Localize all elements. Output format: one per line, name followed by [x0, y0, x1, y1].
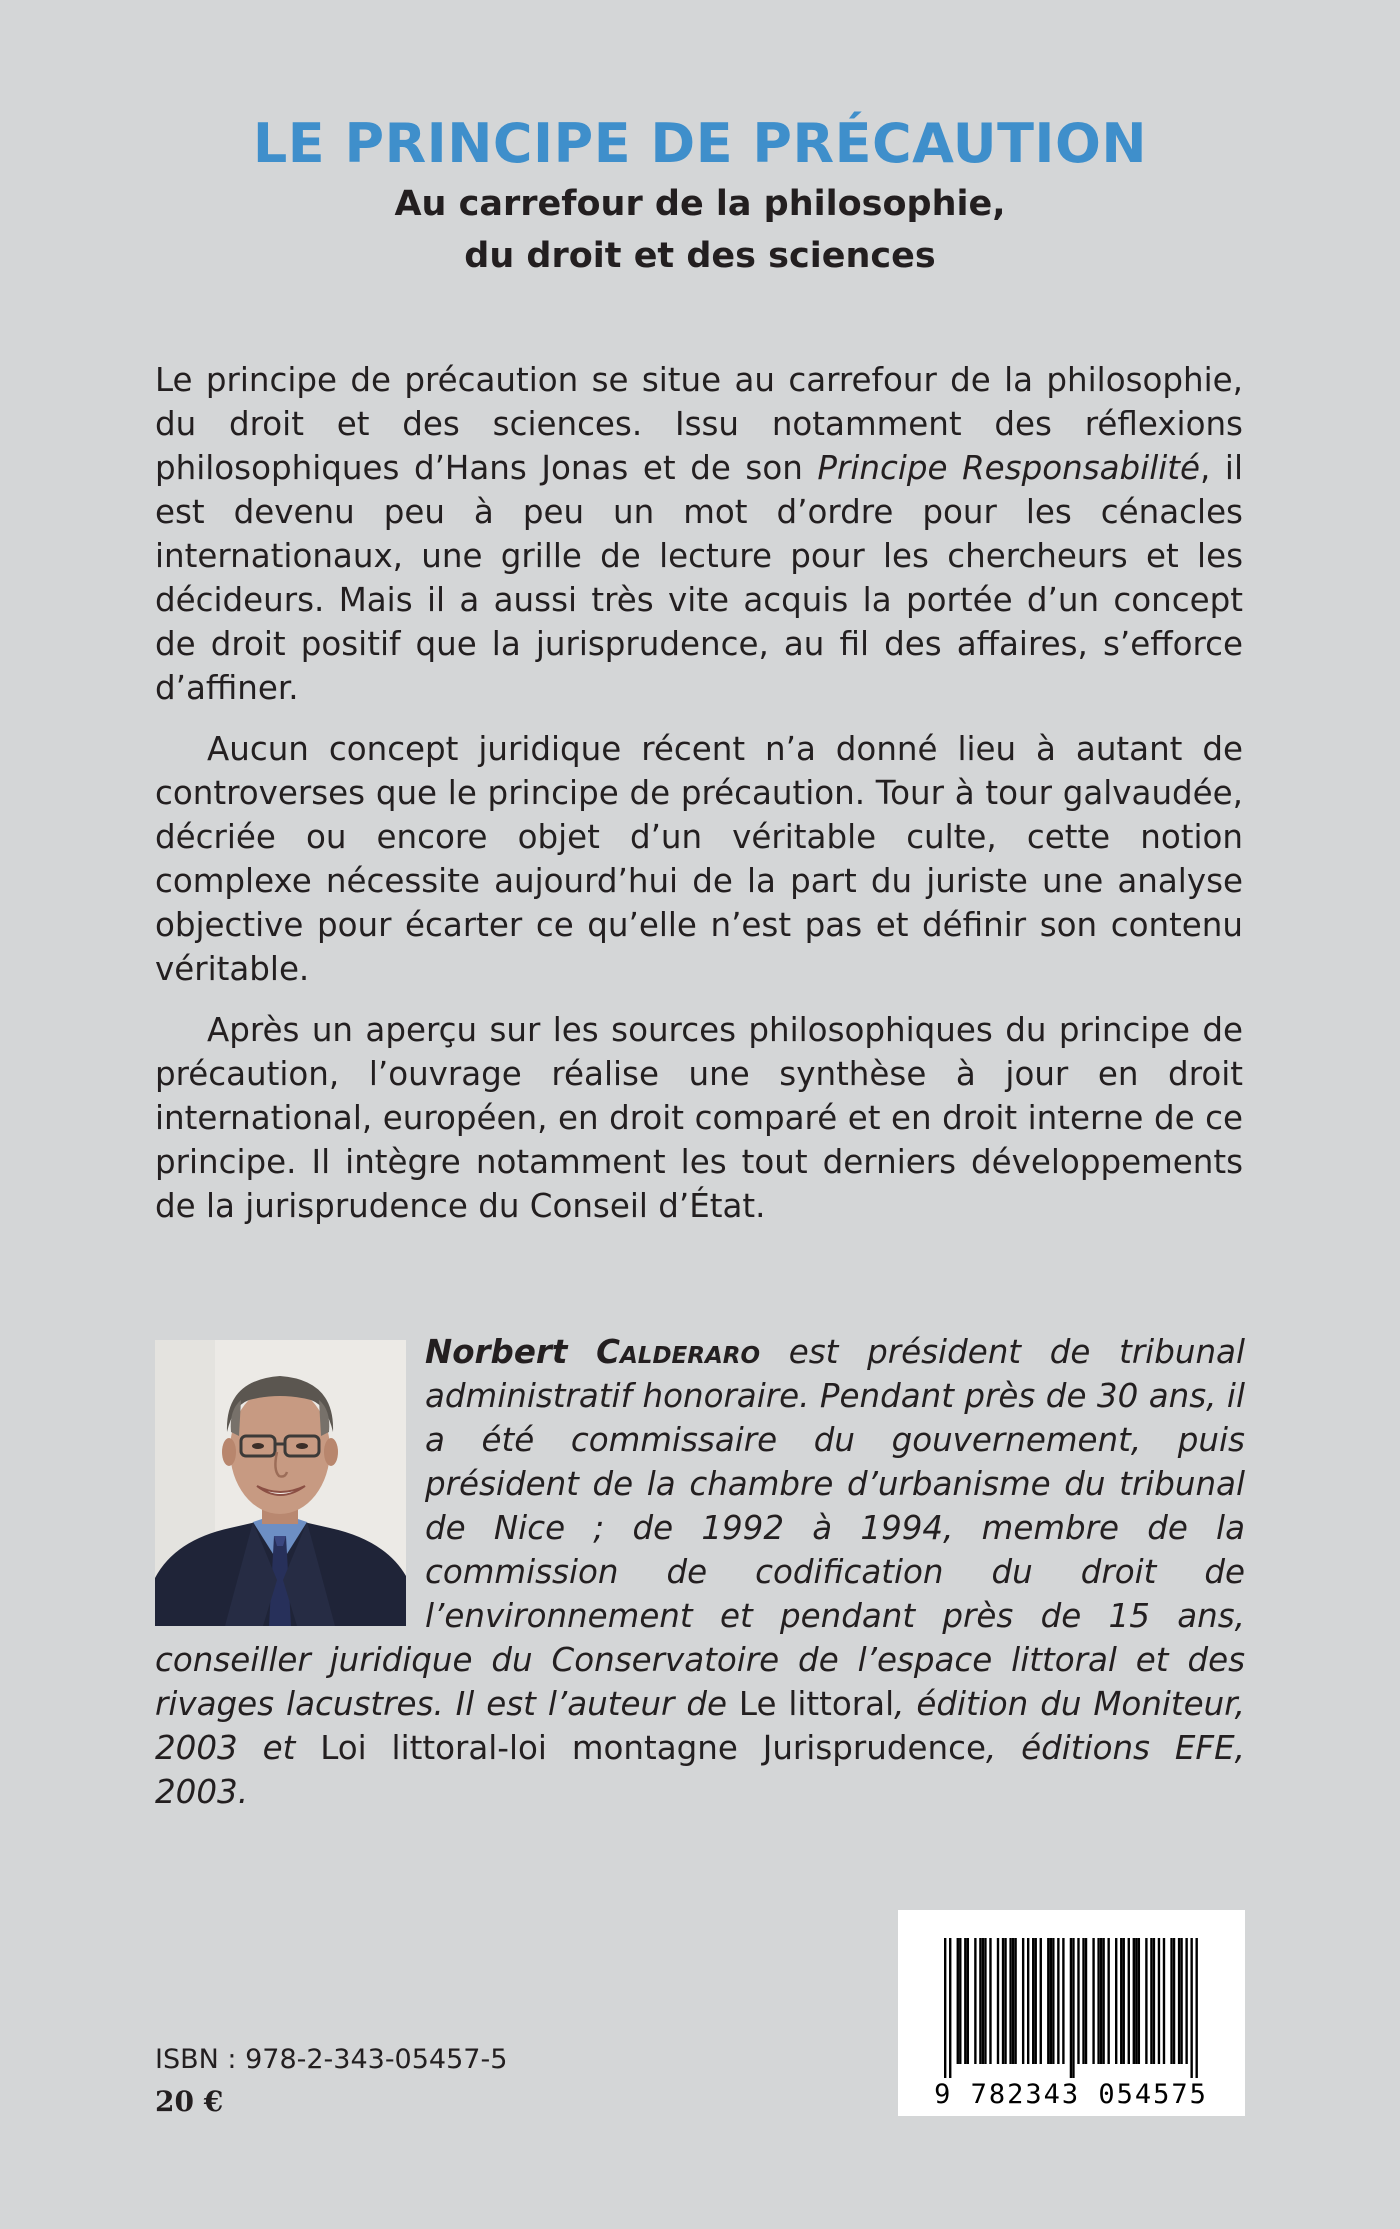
barcode-bar: [1027, 1938, 1029, 2064]
description-p1-text-a: Le principe de précaution se situe au carrefour de la philosophie, du droit et des sciences. Issu notamment des réflexions philosophiques d’Hans Jonas et de son: [155, 361, 1243, 487]
barcode-bar: [1145, 1938, 1147, 2064]
book-description: [155, 358, 1243, 1245]
barcode-bar: [1185, 1938, 1187, 2064]
barcode-bar: [1138, 1938, 1140, 2064]
barcode-bar: [1107, 1938, 1109, 2064]
barcode-bar: [1115, 1938, 1117, 2064]
barcode-bar: [964, 1938, 966, 2064]
barcode-bar: [982, 1938, 984, 2064]
author-first-name: Norbert: [425, 1333, 568, 1371]
author-bio-text-c: , éditions EFE, 2003.: [155, 1729, 1245, 1811]
barcode-digits: 9 782343 054575: [934, 2079, 1208, 2110]
author-photo: [155, 1340, 406, 1626]
barcode-bar: [1052, 1938, 1054, 2064]
barcode-bar: [1072, 1938, 1074, 2078]
barcode-bar: [1047, 1938, 1049, 2064]
barcode-bar: [1102, 1938, 1104, 2064]
barcode-bar: [997, 1938, 999, 2064]
barcode-bar: [1173, 1938, 1175, 2064]
barcode-bar: [1128, 1938, 1130, 2064]
description-p1-text-b: , il est devenu peu à peu un mot d’ordre pour les cénacles internationaux, une grille de lecture pour les chercheurs et les décideurs. Mais il a aussi très vite acquis la portée d’un concept de droit positif que la jurisprudence, au fil des affaires, s’efforce d’affiner.: [155, 449, 1243, 707]
author-portrait: [155, 1340, 406, 1626]
barcode-bar: [959, 1938, 961, 2064]
barcode-bar: [1092, 1938, 1094, 2064]
barcode-bar: [984, 1938, 986, 2064]
barcode-bar: [1135, 1938, 1137, 2064]
barcode-bar: [1123, 1938, 1125, 2064]
book-title: LE PRINCIPE DE PRÉCAUTION: [252, 112, 1148, 175]
barcode-bar: [1100, 1938, 1102, 2064]
barcode-bar: [1014, 1938, 1016, 2064]
barcode-bar: [1002, 1938, 1004, 2064]
author-book-2: Loi littoral-loi montagne Jurisprudence: [320, 1729, 986, 1767]
barcode-bar: [1032, 1938, 1034, 2064]
barcode-bar: [949, 1938, 951, 2078]
barcode-bar: [974, 1938, 976, 2064]
isbn-number: ISBN : 978-2-343-05457-5: [155, 2044, 508, 2075]
barcode-bar: [1022, 1938, 1024, 2064]
description-paragraph-2: Aucun concept juridique récent n’a donné lieu à autant de controverses que le principe de précaution. Tour à tour galvaudée, décriée ou encore objet d’un véritable culte, cette notion complexe nécessite aujourd’hui de la part du juriste une analyse objective pour écarter ce qu’elle n’est pas et définir son contenu véritable.: [155, 730, 1243, 988]
barcode-bar: [1062, 1938, 1064, 2064]
barcode-bar: [1009, 1938, 1011, 2064]
description-paragraph-3: Après un aperçu sur les sources philosophiques du principe de précaution, l’ouvrage réalise une synthèse à jour en droit international, européen, en droit comparé et en droit interne de ce principe. Il intègre notamment les tout derniers développements de la jurisprudence du Conseil d’État.: [155, 1011, 1243, 1225]
barcode-bar: [1085, 1938, 1087, 2064]
barcode-bar: [1070, 1938, 1072, 2078]
barcode-bar: [1012, 1938, 1014, 2064]
barcode-bar: [1120, 1938, 1122, 2064]
barcode-bar: [1050, 1938, 1052, 2064]
barcode-bar: [1004, 1938, 1006, 2064]
author-bio-text-a: est président de tribunal administratif honoraire. Pendant près de 30 ans, il a été commissaire du gouvernement, puis président de la chambre d’urbanisme du tribunal de Nice ; de 1992 à 1994, membre de la commission de codification du droit de l’environnement et pendant près de 15 ans, conseiller juridique du Conservatoire de l’espace littoral et des rivages lacustres. Il est l’auteur de: [155, 1333, 1245, 1723]
description-p1-book-reference: Principe Responsabilité: [817, 449, 1201, 487]
author-last-name: Calderaro: [596, 1333, 761, 1371]
barcode-bar: [989, 1938, 991, 2064]
barcode-graphic: [898, 1910, 1245, 2116]
barcode-bar: [1170, 1938, 1172, 2064]
barcode-bar: [1077, 1938, 1079, 2064]
barcode-bar: [1180, 1938, 1182, 2064]
barcode-bar: [1097, 1938, 1099, 2064]
barcode-bar: [1178, 1938, 1180, 2064]
barcode-bar: [1163, 1938, 1165, 2064]
subtitle-line-1: Au carrefour de la philosophie,: [394, 184, 1006, 224]
book-price: 20 €: [155, 2085, 224, 2118]
barcode-bar: [1190, 1938, 1192, 2078]
book-subtitle: [0, 178, 1400, 282]
barcode: [898, 1910, 1245, 2116]
barcode-bar: [944, 1938, 946, 2078]
barcode-bar: [1057, 1938, 1059, 2064]
subtitle-line-2: du droit et des sciences: [464, 236, 936, 276]
barcode-bar: [957, 1938, 959, 2064]
barcode-bar: [1150, 1938, 1152, 2064]
barcode-bar: [979, 1938, 981, 2064]
description-paragraph-1: [155, 358, 1243, 710]
barcode-bar: [1153, 1938, 1155, 2064]
barcode-bar: [1195, 1938, 1197, 2078]
barcode-bar: [967, 1938, 969, 2064]
author-bio-text-b: , édition du Moniteur, 2003 et: [155, 1685, 1245, 1767]
barcode-bar: [1082, 1938, 1084, 2064]
barcode-bar: [1035, 1938, 1037, 2064]
barcode-bar: [1133, 1938, 1135, 2064]
barcode-bar: [1158, 1938, 1160, 2064]
barcode-bar: [1040, 1938, 1042, 2064]
author-book-1: Le littoral: [738, 1685, 895, 1723]
